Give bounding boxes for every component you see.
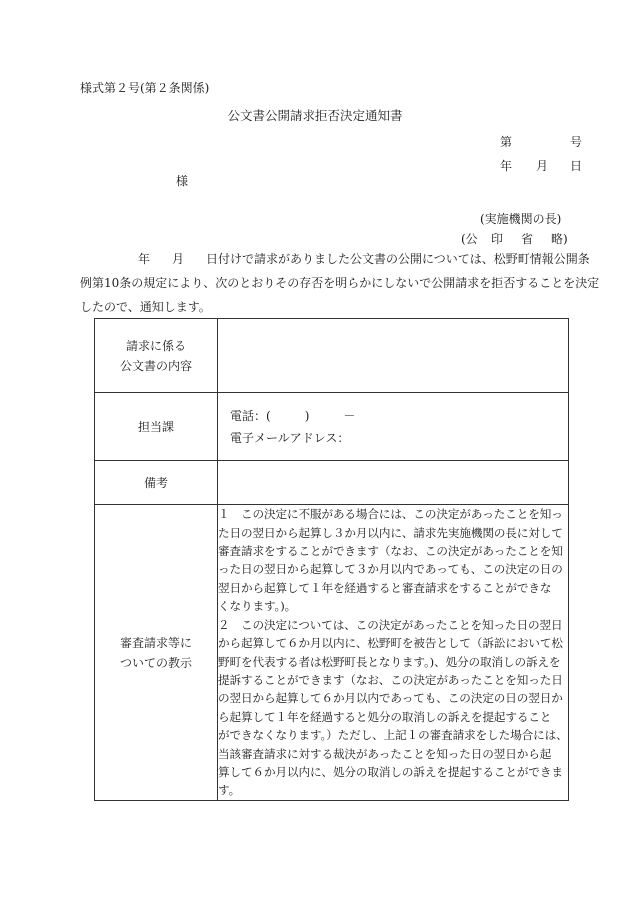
notes-line: 審査請求をすることができます（なお、この決定があったことを知	[218, 544, 563, 559]
phone-label: 電話：(	[230, 408, 271, 423]
date-year: 年	[500, 159, 513, 173]
instructions-label	[95, 505, 218, 801]
department-label: 担当課	[95, 393, 218, 461]
instructions-label-line1: 審査請求等に	[119, 635, 192, 650]
notes-line: ができなくなります。）ただし、上記１の審査請求をした場合には、	[218, 728, 568, 743]
number-label-go: 号	[570, 135, 583, 149]
notice-body	[80, 247, 600, 319]
requested-document-label-line2: 公文書の内容	[119, 358, 192, 373]
notes-line: ２ この決定については、この決定があったことを知った日の翌日	[218, 617, 563, 632]
number-label-dai: 第	[500, 135, 513, 149]
date-day: 日	[570, 159, 583, 173]
notes-line: の翌日から起算して６か月以内であっても、この決定の日の翌日か	[218, 691, 563, 706]
table-row-requested-document	[95, 319, 569, 393]
notes-line: 翌日から起算して１年を経過すると審査請求をすることができな	[218, 580, 552, 595]
requested-document-label-line1: 請求に係る	[125, 338, 186, 353]
table-row-instructions	[95, 505, 569, 801]
notes-line: す。	[218, 783, 241, 798]
instructions-text	[218, 505, 569, 801]
body-line-3: したので、通知します。	[80, 300, 211, 314]
body-line-1	[80, 247, 590, 271]
seal-open: (公	[461, 232, 478, 246]
department-value	[218, 393, 569, 461]
phone-close: )	[304, 408, 310, 423]
seal-close: 略)	[551, 232, 568, 246]
body-line-2: 例第10条の規定により、次のとおりその存否を明らかにしないで公開請求を拒否することを決定	[80, 276, 600, 290]
email-line	[218, 427, 568, 449]
email-label: 電子メールアドレス：	[230, 430, 350, 445]
phone-line	[218, 405, 568, 427]
notes-line: た日の翌日から起算し３か月以内に、請求先実施機関の長に対して	[218, 525, 563, 540]
notes-line: 野町を代表する者は松野町長となります。)、処分の取消しの訴えを	[218, 654, 561, 669]
form-number: 様式第２号(第２条関係)	[80, 81, 210, 95]
remarks-value	[218, 461, 569, 505]
remarks-label: 備考	[95, 461, 218, 505]
table-row-department	[95, 393, 569, 461]
notes-line: １ この決定に不服がある場合には、この決定があったことを知っ	[218, 507, 563, 522]
notes-line: ら起算して１年を経過すると処分の取消しの訴えを提起すること	[218, 709, 552, 724]
requested-document-value	[218, 319, 569, 393]
notes-line: った日の翌日から起算して３か月以内であっても、この決定の日の	[218, 562, 563, 577]
body-line-1-text: 日付けで請求がありました公文書の公開については、松野町情報公開条	[206, 252, 590, 266]
addressee-suffix: 様	[176, 174, 189, 188]
notes-line: 提訴することができます（なお、この決定があったことを知った日	[218, 672, 563, 687]
notes-line: 当該審査請求に対する裁決があったことを知った日の翌日から起	[218, 746, 552, 761]
notes-line: から起算して６か月以内に、松野町を被告として（訴訟において松	[218, 636, 563, 651]
notes-line: くなります。)。	[218, 599, 297, 614]
seal-in: 印	[491, 232, 504, 246]
seal-sho: 省	[521, 232, 534, 246]
notes-line: 算して６か月以内に、処分の取消しの訴えを提起することができま	[218, 764, 563, 779]
document-title: 公文書公開請求拒否決定通知書	[227, 108, 403, 123]
table-row-remarks	[95, 461, 569, 505]
body-year: 年	[138, 252, 151, 266]
phone-dash: －	[343, 408, 356, 423]
instructions-label-line2: ついての教示	[119, 655, 192, 670]
requested-document-label	[95, 319, 218, 393]
notice-table	[94, 318, 569, 801]
body-month: 月	[172, 252, 185, 266]
issuer: (実施機関の長)	[480, 212, 562, 226]
date-month: 月	[536, 159, 549, 173]
